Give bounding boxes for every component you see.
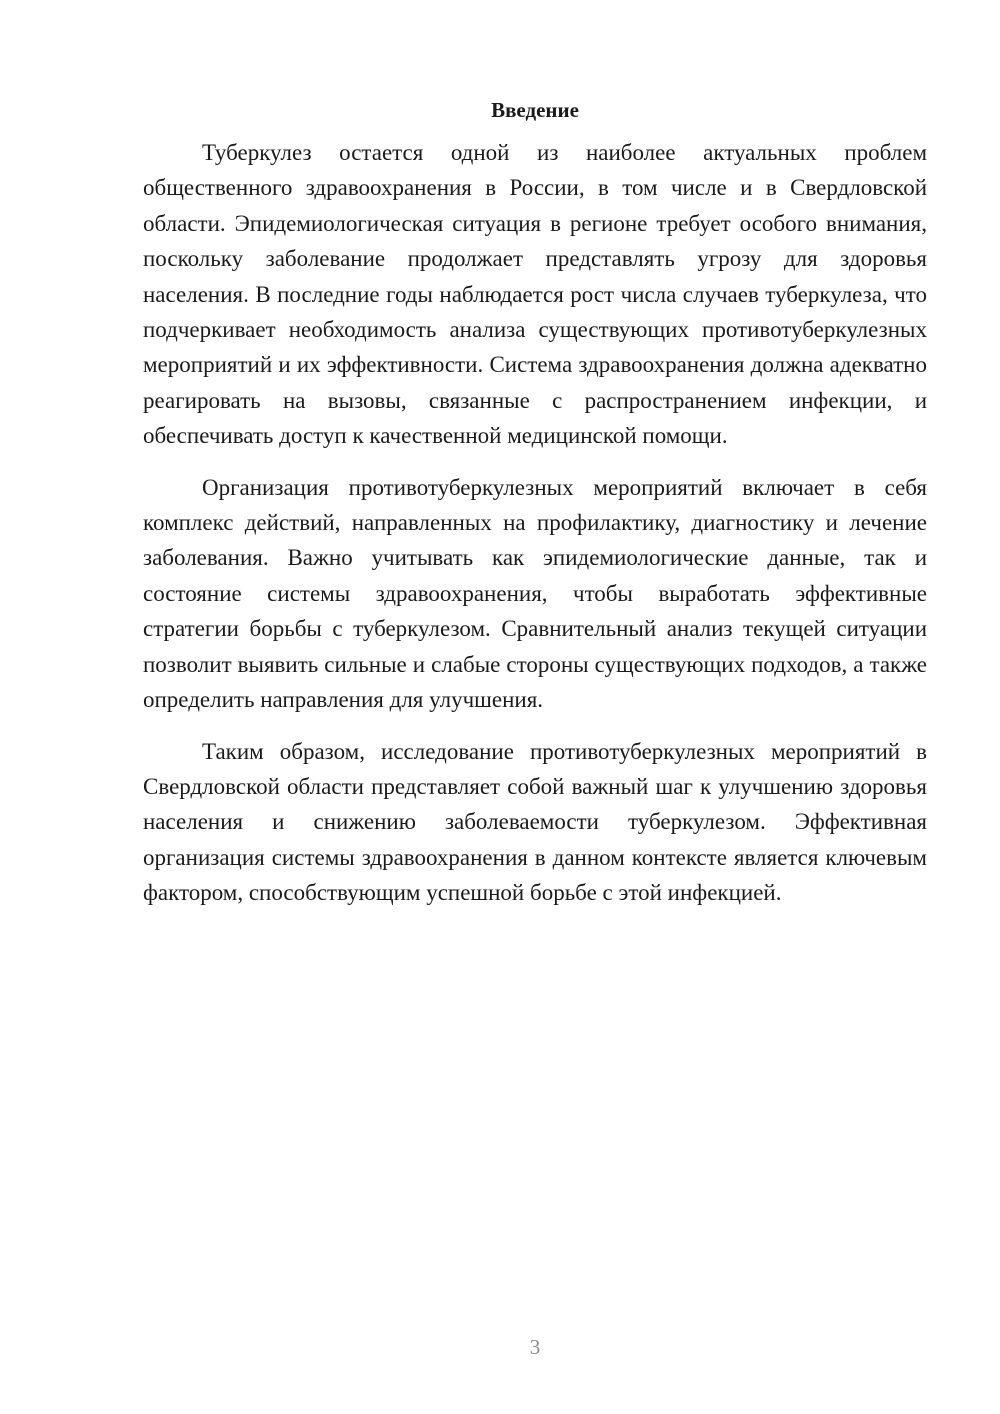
page-content bbox=[143, 95, 927, 927]
paragraph-2: Организация противотуберкулезных мероприятий включает в себя комплекс действий, направленных на профилактику, диагностику и лечение заболевания. Важно учитывать как эпидемиологические данные, так и состояние системы здравоохранения, чтобы выработать эффективные стратегии борьбы с туберкулезом. Сравнительный анализ текущей ситуации позволит выявить сильные и слабые стороны существующих подходов, а также определить направления для улучшения. bbox=[143, 474, 927, 713]
paragraph-3: Таким образом, исследование противотуберкулезных мероприятий в Свердловской области представляет собой важный шаг к улучшению здоровья населения и снижению заболеваемости туберкулезом. Эффективная организация системы здравоохранения в данном контексте является ключевым фактором, способствующим успешной борьбе с этой инфекцией. bbox=[143, 738, 927, 906]
page-number: 3 bbox=[529, 1335, 541, 1359]
paragraph-1: Туберкулез остается одной из наиболее актуальных проблем общественного здравоохранения в России, в том числе и в Свердловской области. Эпидемиологическая ситуация в регионе требует особого внимания, поскольку заболевание продолжает представлять угрозу для здоровья населения. В последние годы наблюдается рост числа случаев туберкулеза, что подчеркивает необходимость анализа существующих противотуберкулезных мероприятий и их эффективности. Система здравоохранения должна адекватно реагировать на вызовы, связанные с распространением инфекции, и обеспечивать доступ к качественной медицинской помощи. bbox=[143, 140, 927, 449]
section-heading: Введение bbox=[491, 98, 579, 122]
